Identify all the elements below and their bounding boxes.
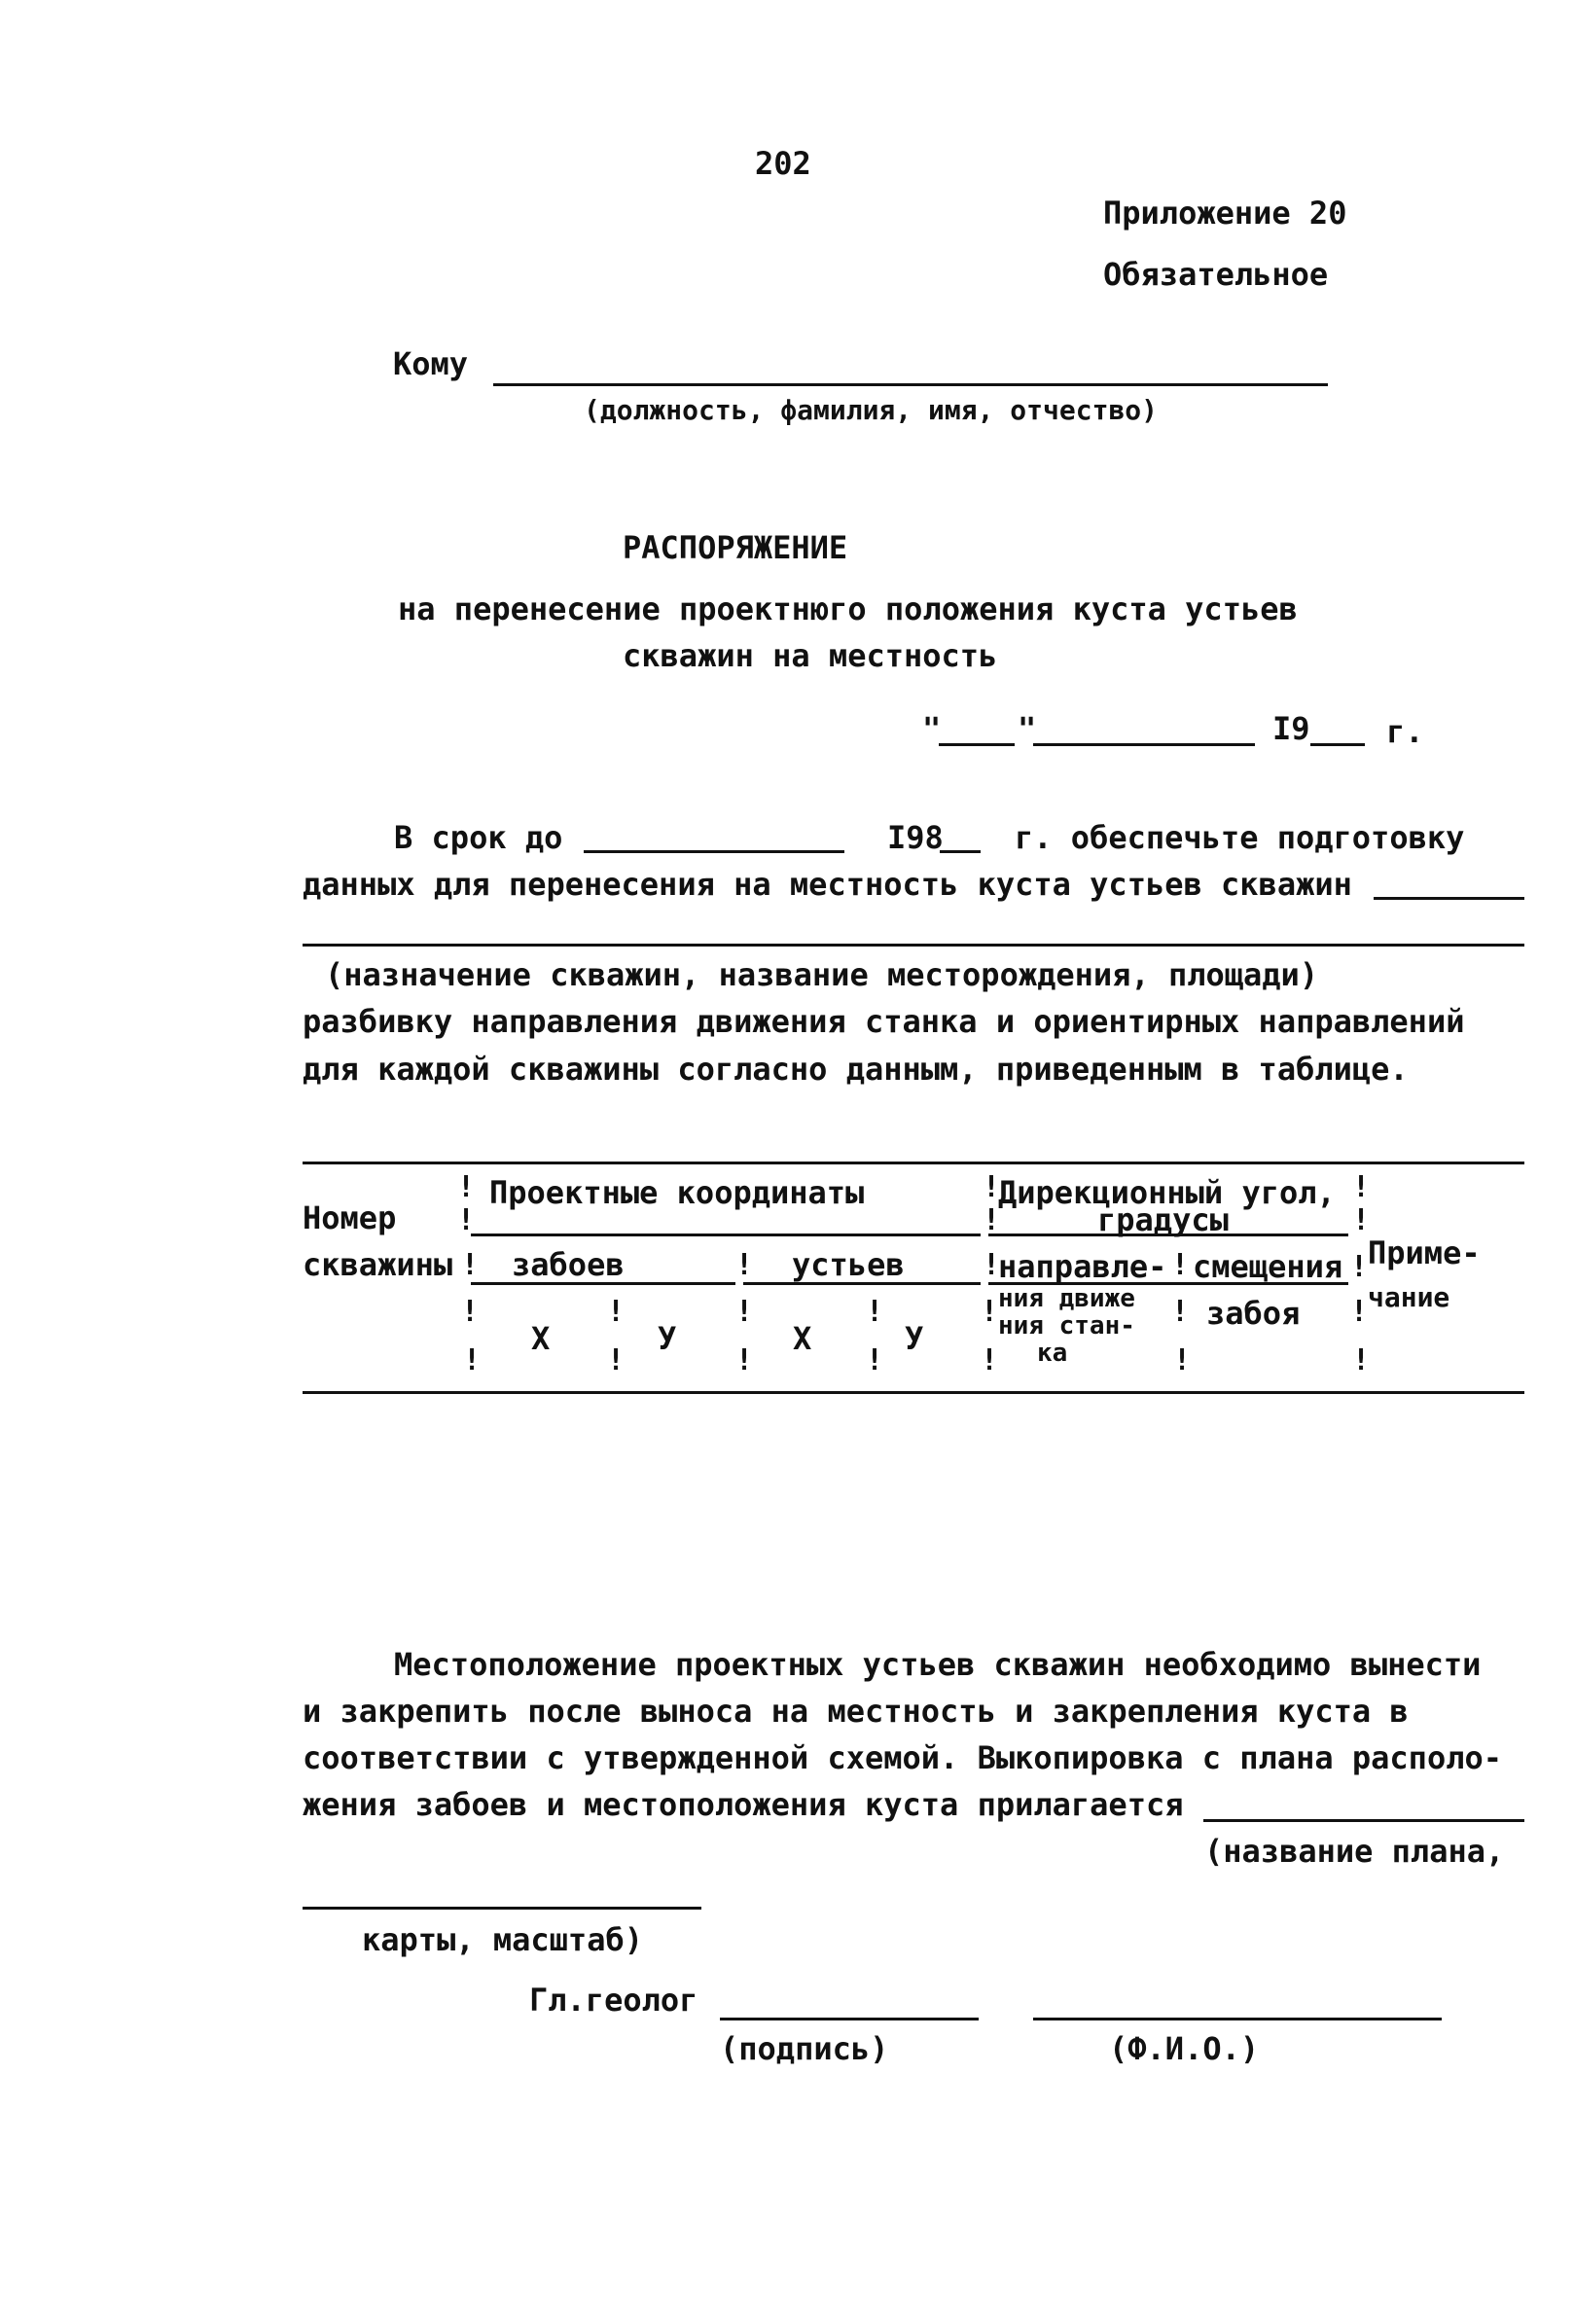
name-caption: (Ф.И.О.) [1109,2030,1260,2067]
page-number: 202 [755,145,811,182]
plan-caption-2: карты, масштаб) [362,1921,643,1958]
table-header-dir-angle-2: градусы [1097,1201,1229,1238]
table-header-dir-angle-1: Дирекционный угол, [998,1174,1336,1211]
date-year-prefix: I9 [1272,710,1310,747]
plan-caption-1: (название плана, [1204,1833,1505,1870]
date-close-quote: " [1018,710,1037,747]
paragraph-1-line-4: для каждой скважины согласно данным, приведенным в таблице. [303,1051,1409,1088]
column-separator: ! [1352,1170,1371,1204]
paragraph-1-line-2: данных для перенесения на местность куста устьев скважин [303,866,1352,903]
table-header-number-2: скважины [303,1246,453,1283]
column-separator: ! [735,1248,754,1282]
column-separator: ! [457,1203,476,1237]
signature-role: Гл.геолог [529,1982,698,2019]
column-separator: ! [607,1295,626,1329]
table-top-rule [303,1162,1524,1164]
column-separator: ! [983,1248,1001,1282]
table-header-ustev: устьев [792,1246,905,1283]
date-year-line [1310,743,1365,746]
table-header-offset-1: смещения [1193,1248,1343,1285]
column-separator: ! [463,1343,482,1377]
column-separator: ! [983,1203,1001,1237]
recipient-line [493,383,1328,386]
table-header-y-zaboev: У [658,1320,677,1357]
appendix-label: Приложение 20 [1103,195,1347,232]
column-separator: ! [981,1343,999,1377]
column-separator: ! [461,1248,480,1282]
deadline-year-line [940,850,981,853]
paragraph-2-line-1: Местоположение проектных устьев скважин необходимо вынести [394,1646,1482,1683]
column-separator: ! [866,1295,884,1329]
column-separator: ! [735,1343,754,1377]
table-header-number-1: Номер [303,1199,397,1236]
deadline-label: В срок до [394,819,563,856]
table-header-zaboev: забоев [512,1246,625,1283]
paragraph-2-line-2: и закрепить после выноса на местность и закрепления куста в [303,1693,1409,1730]
column-separator: ! [735,1295,754,1329]
table-header-direction-4: ка [1037,1339,1068,1368]
column-separator: ! [461,1295,480,1329]
plan-name-line-a [1203,1819,1524,1822]
signature-caption: (подпись) [720,2030,889,2067]
table-header-offset-2: забоя [1206,1295,1301,1332]
title-line-1: на перенесение проектнюго положения куста устьев [398,590,1298,627]
column-separator: ! [607,1343,626,1377]
signature-line [720,2018,979,2020]
column-separator: ! [1173,1343,1192,1377]
document-title: РАСПОРЯЖЕНИЕ [623,529,848,566]
column-separator: ! [1352,1343,1371,1377]
date-day-line [939,743,1015,746]
plan-name-line-b [303,1907,701,1910]
column-separator: ! [983,1170,1001,1204]
title-line-2: скважин на местность [623,637,998,674]
table-header-note-2: чание [1368,1281,1450,1313]
column-separator: ! [1350,1250,1369,1284]
name-line [1033,2018,1442,2020]
column-separator: ! [1352,1203,1371,1237]
table-header-direction-2: ния движе [998,1284,1135,1313]
paragraph-2-line-3: соответствии с утвержденной схемой. Выкопировка с плана располо- [303,1739,1502,1776]
recipient-caption: (должность, фамилия, имя, отчество) [584,394,1159,426]
table-header-x-zaboev: X [531,1320,551,1357]
column-separator: ! [981,1295,999,1329]
wells-purpose-line-a [1374,897,1524,900]
recipient-label: Кому [393,345,469,382]
table-header-note-1: Приме- [1368,1234,1481,1271]
deadline-date-line [584,850,844,853]
paragraph-2-line-4: жения забоев и местоположения куста прилагается [303,1786,1184,1823]
column-separator: ! [1171,1248,1190,1282]
table-header-proj-coords: Проектные координаты [489,1174,865,1211]
table-header-direction-3: ния стан- [998,1311,1135,1341]
column-separator: ! [1350,1295,1369,1329]
table-header-x-ustev: X [793,1320,812,1357]
column-separator: ! [866,1343,884,1377]
table-header-y-ustev: У [905,1320,924,1357]
wells-purpose-line-b [303,944,1524,947]
table-bottom-rule [303,1391,1524,1394]
column-separator: ! [1171,1295,1190,1329]
paragraph-1-line-3: разбивку направления движения станка и ориентирных направлений [303,1003,1465,1040]
date-month-line [1033,743,1255,746]
date-year-suffix: г. [1386,713,1424,750]
deadline-rest: г. обеспечьте подготовку [1015,819,1465,856]
deadline-year-prefix: I98 [887,819,944,856]
mandatory-label: Обязательное [1103,256,1329,293]
table-rule-proj-coords [471,1234,981,1236]
column-separator: ! [457,1170,476,1204]
wells-purpose-caption: (назначение скважин, название месторождения, площади) [325,956,1319,993]
date-open-quote: " [922,710,942,747]
table-header-direction-1: направле- [998,1248,1167,1285]
